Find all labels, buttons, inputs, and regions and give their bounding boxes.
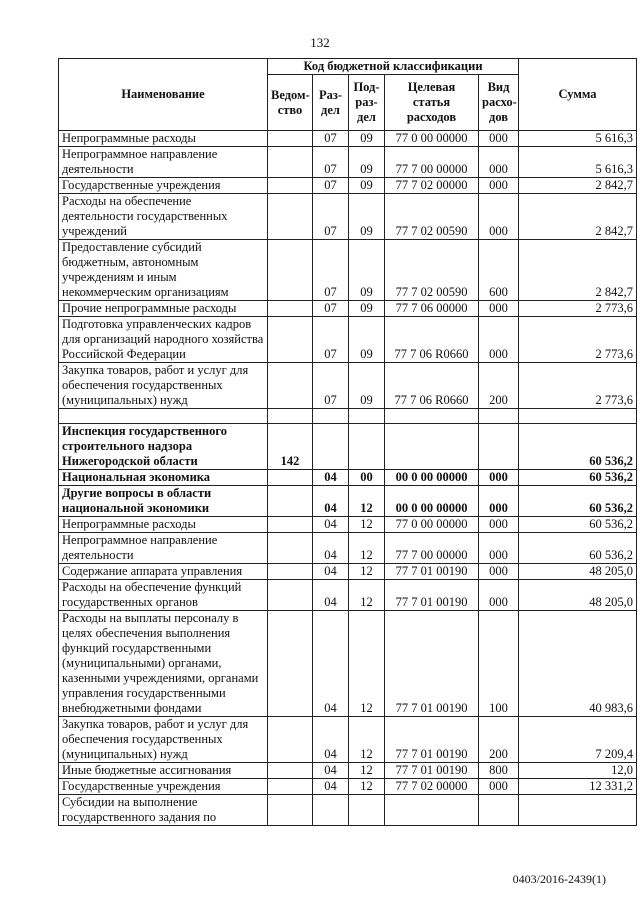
cell-name: Непрограммные расходы: [59, 517, 268, 533]
cell-sum: 60 536,2: [519, 533, 637, 564]
cell-expense-type: 000: [479, 178, 519, 194]
cell-vedomstvo: [268, 580, 313, 611]
cell-razdel: 04: [313, 779, 349, 795]
cell-razdel: 07: [313, 317, 349, 363]
cell-vedomstvo: [268, 717, 313, 763]
cell-name: Инспекция государственного строительного надзора Нижегородской области: [59, 424, 268, 470]
cell-expense-type: 000: [479, 301, 519, 317]
cell-razdel: 07: [313, 363, 349, 409]
table-row: [59, 470, 637, 486]
cell-target-article: 77 7 02 00000: [385, 779, 479, 795]
cell-target-article: 77 7 01 00190: [385, 717, 479, 763]
cell-target-article: 77 7 01 00190: [385, 763, 479, 779]
cell-razdel: 04: [313, 470, 349, 486]
cell-sum: 60 536,2: [519, 424, 637, 470]
budget-table: [58, 58, 637, 826]
table-row: [59, 517, 637, 533]
cell-name: Иные бюджетные ассигнования: [59, 763, 268, 779]
cell-expense-type: 000: [479, 131, 519, 147]
cell-target-article: 00 0 00 00000: [385, 470, 479, 486]
header-razdel: Раз-дел: [313, 75, 349, 131]
cell-sum: [519, 409, 637, 424]
cell-sum: 2 842,7: [519, 178, 637, 194]
cell-expense-type: 200: [479, 717, 519, 763]
table-row: [59, 240, 637, 301]
cell-vedomstvo: [268, 194, 313, 240]
cell-expense-type: 800: [479, 763, 519, 779]
cell-name: Расходы на обеспечение деятельности государственных учреждений: [59, 194, 268, 240]
cell-name: Закупка товаров, работ и услуг для обеспечения государственных (муниципальных) нужд: [59, 717, 268, 763]
cell-expense-type: 000: [479, 564, 519, 580]
cell-vedomstvo: [268, 779, 313, 795]
cell-sum: 48 205,0: [519, 580, 637, 611]
cell-razdel: 04: [313, 717, 349, 763]
header-vedomstvo: Ведом-ство: [268, 75, 313, 131]
cell-sum: 60 536,2: [519, 470, 637, 486]
cell-expense-type: [479, 409, 519, 424]
cell-name: Непрограммное направление деятельности: [59, 533, 268, 564]
cell-sum: 2 842,7: [519, 194, 637, 240]
cell-target-article: 77 7 02 00590: [385, 194, 479, 240]
table-row: [59, 409, 637, 424]
cell-target-article: [385, 409, 479, 424]
cell-expense-type: 600: [479, 240, 519, 301]
cell-sum: 2 842,7: [519, 240, 637, 301]
cell-vedomstvo: [268, 131, 313, 147]
table-row: [59, 580, 637, 611]
cell-vedomstvo: [268, 486, 313, 517]
cell-podrazdel: 00: [349, 470, 385, 486]
cell-expense-type: 000: [479, 517, 519, 533]
cell-podrazdel: 09: [349, 147, 385, 178]
cell-podrazdel: 12: [349, 611, 385, 717]
table-row: [59, 795, 637, 826]
cell-vedomstvo: [268, 147, 313, 178]
cell-vedomstvo: [268, 564, 313, 580]
cell-expense-type: 000: [479, 533, 519, 564]
cell-target-article: 77 7 06 R0660: [385, 363, 479, 409]
cell-sum: 12 331,2: [519, 779, 637, 795]
cell-target-article: 77 7 01 00190: [385, 580, 479, 611]
cell-podrazdel: 09: [349, 317, 385, 363]
cell-target-article: 77 7 06 00000: [385, 301, 479, 317]
cell-sum: 2 773,6: [519, 363, 637, 409]
cell-expense-type: 000: [479, 580, 519, 611]
cell-vedomstvo: 142: [268, 424, 313, 470]
cell-podrazdel: 12: [349, 486, 385, 517]
cell-expense-type: 000: [479, 194, 519, 240]
cell-podrazdel: 09: [349, 240, 385, 301]
cell-name: Другие вопросы в области национальной экономики: [59, 486, 268, 517]
table-row: [59, 363, 637, 409]
cell-expense-type: 000: [479, 779, 519, 795]
cell-razdel: [313, 424, 349, 470]
header-podrazdel: Под-раз-дел: [349, 75, 385, 131]
cell-razdel: 04: [313, 564, 349, 580]
cell-name: [59, 409, 268, 424]
cell-sum: 60 536,2: [519, 517, 637, 533]
cell-podrazdel: [349, 424, 385, 470]
cell-target-article: [385, 424, 479, 470]
table-row: [59, 533, 637, 564]
cell-expense-type: 000: [479, 317, 519, 363]
table-row: [59, 178, 637, 194]
cell-razdel: 04: [313, 486, 349, 517]
cell-expense-type: 000: [479, 147, 519, 178]
cell-target-article: 77 7 01 00190: [385, 564, 479, 580]
cell-name: Непрограммное направление деятельности: [59, 147, 268, 178]
cell-sum: [519, 795, 637, 826]
cell-target-article: 77 0 00 00000: [385, 517, 479, 533]
header-classification-code: Код бюджетной классификации: [268, 59, 519, 75]
cell-name: Содержание аппарата управления: [59, 564, 268, 580]
cell-vedomstvo: [268, 611, 313, 717]
cell-sum: 5 616,3: [519, 131, 637, 147]
cell-podrazdel: 09: [349, 131, 385, 147]
cell-name: Прочие непрограммные расходы: [59, 301, 268, 317]
cell-vedomstvo: [268, 763, 313, 779]
document-code: 0403/2016-2439(1): [512, 872, 606, 886]
header-sum: Сумма: [519, 59, 637, 131]
cell-vedomstvo: [268, 470, 313, 486]
cell-target-article: 77 7 01 00190: [385, 611, 479, 717]
cell-razdel: 07: [313, 131, 349, 147]
cell-podrazdel: 09: [349, 363, 385, 409]
cell-target-article: 77 7 00 00000: [385, 147, 479, 178]
cell-razdel: 07: [313, 194, 349, 240]
cell-expense-type: 000: [479, 486, 519, 517]
cell-expense-type: 000: [479, 470, 519, 486]
cell-target-article: 00 0 00 00000: [385, 486, 479, 517]
cell-sum: 2 773,6: [519, 301, 637, 317]
cell-target-article: 77 0 00 00000: [385, 131, 479, 147]
table-body: [59, 131, 637, 826]
cell-sum: 60 536,2: [519, 486, 637, 517]
cell-podrazdel: 09: [349, 301, 385, 317]
cell-razdel: 07: [313, 178, 349, 194]
cell-vedomstvo: [268, 517, 313, 533]
cell-expense-type: 200: [479, 363, 519, 409]
cell-target-article: 77 7 06 R0660: [385, 317, 479, 363]
cell-vedomstvo: [268, 178, 313, 194]
cell-expense-type: 100: [479, 611, 519, 717]
cell-podrazdel: 12: [349, 580, 385, 611]
cell-target-article: [385, 795, 479, 826]
cell-sum: 2 773,6: [519, 317, 637, 363]
cell-name: Непрограммные расходы: [59, 131, 268, 147]
cell-name: Национальная экономика: [59, 470, 268, 486]
cell-razdel: 04: [313, 763, 349, 779]
cell-expense-type: [479, 795, 519, 826]
cell-razdel: 07: [313, 240, 349, 301]
cell-podrazdel: 09: [349, 194, 385, 240]
cell-razdel: 07: [313, 147, 349, 178]
cell-vedomstvo: [268, 409, 313, 424]
cell-podrazdel: 12: [349, 763, 385, 779]
cell-sum: 5 616,3: [519, 147, 637, 178]
cell-podrazdel: [349, 409, 385, 424]
cell-razdel: 04: [313, 533, 349, 564]
page-number: 132: [310, 35, 330, 50]
cell-vedomstvo: [268, 363, 313, 409]
cell-razdel: 07: [313, 301, 349, 317]
cell-sum: 40 983,6: [519, 611, 637, 717]
cell-name: Подготовка управленческих кадров для организаций народного хозяйства Российской Федерации: [59, 317, 268, 363]
table-row: [59, 147, 637, 178]
table-row: [59, 317, 637, 363]
table-row: [59, 611, 637, 717]
cell-name: Расходы на обеспечение функций государственных органов: [59, 580, 268, 611]
table-row: [59, 301, 637, 317]
cell-target-article: 77 7 00 00000: [385, 533, 479, 564]
table-row: [59, 564, 637, 580]
cell-podrazdel: 09: [349, 178, 385, 194]
cell-vedomstvo: [268, 533, 313, 564]
cell-razdel: 04: [313, 611, 349, 717]
cell-target-article: 77 7 02 00590: [385, 240, 479, 301]
cell-name: Предоставление субсидий бюджетным, автономным учреждениям и иным некоммерческим организациям: [59, 240, 268, 301]
table-row: [59, 763, 637, 779]
cell-vedomstvo: [268, 317, 313, 363]
cell-podrazdel: 12: [349, 779, 385, 795]
cell-vedomstvo: [268, 301, 313, 317]
header-expense-type: Вид расхо-дов: [479, 75, 519, 131]
cell-expense-type: [479, 424, 519, 470]
table-row: [59, 194, 637, 240]
cell-sum: 12,0: [519, 763, 637, 779]
cell-vedomstvo: [268, 240, 313, 301]
cell-name: Субсидии на выполнение государственного задания по: [59, 795, 268, 826]
cell-podrazdel: 12: [349, 517, 385, 533]
header-target-article: Целевая статья расходов: [385, 75, 479, 131]
cell-name: Государственные учреждения: [59, 178, 268, 194]
cell-podrazdel: 12: [349, 533, 385, 564]
cell-razdel: 04: [313, 580, 349, 611]
table-row: [59, 486, 637, 517]
cell-razdel: 04: [313, 517, 349, 533]
cell-name: Государственные учреждения: [59, 779, 268, 795]
cell-razdel: [313, 795, 349, 826]
cell-podrazdel: 12: [349, 717, 385, 763]
cell-name: Закупка товаров, работ и услуг для обеспечения государственных (муниципальных) нужд: [59, 363, 268, 409]
table-row: [59, 779, 637, 795]
cell-vedomstvo: [268, 795, 313, 826]
header-name: Наименование: [59, 59, 268, 131]
cell-target-article: 77 7 02 00000: [385, 178, 479, 194]
cell-razdel: [313, 409, 349, 424]
cell-podrazdel: [349, 795, 385, 826]
cell-sum: 48 205,0: [519, 564, 637, 580]
cell-sum: 7 209,4: [519, 717, 637, 763]
table-row: [59, 424, 637, 470]
cell-name: Расходы на выплаты персоналу в целях обеспечения выполнения функций государственными (муниципальными) органами, казенными учреждениями, органами управления государственными внебюджетными фондами: [59, 611, 268, 717]
table-row: [59, 717, 637, 763]
cell-podrazdel: 12: [349, 564, 385, 580]
table-row: [59, 131, 637, 147]
